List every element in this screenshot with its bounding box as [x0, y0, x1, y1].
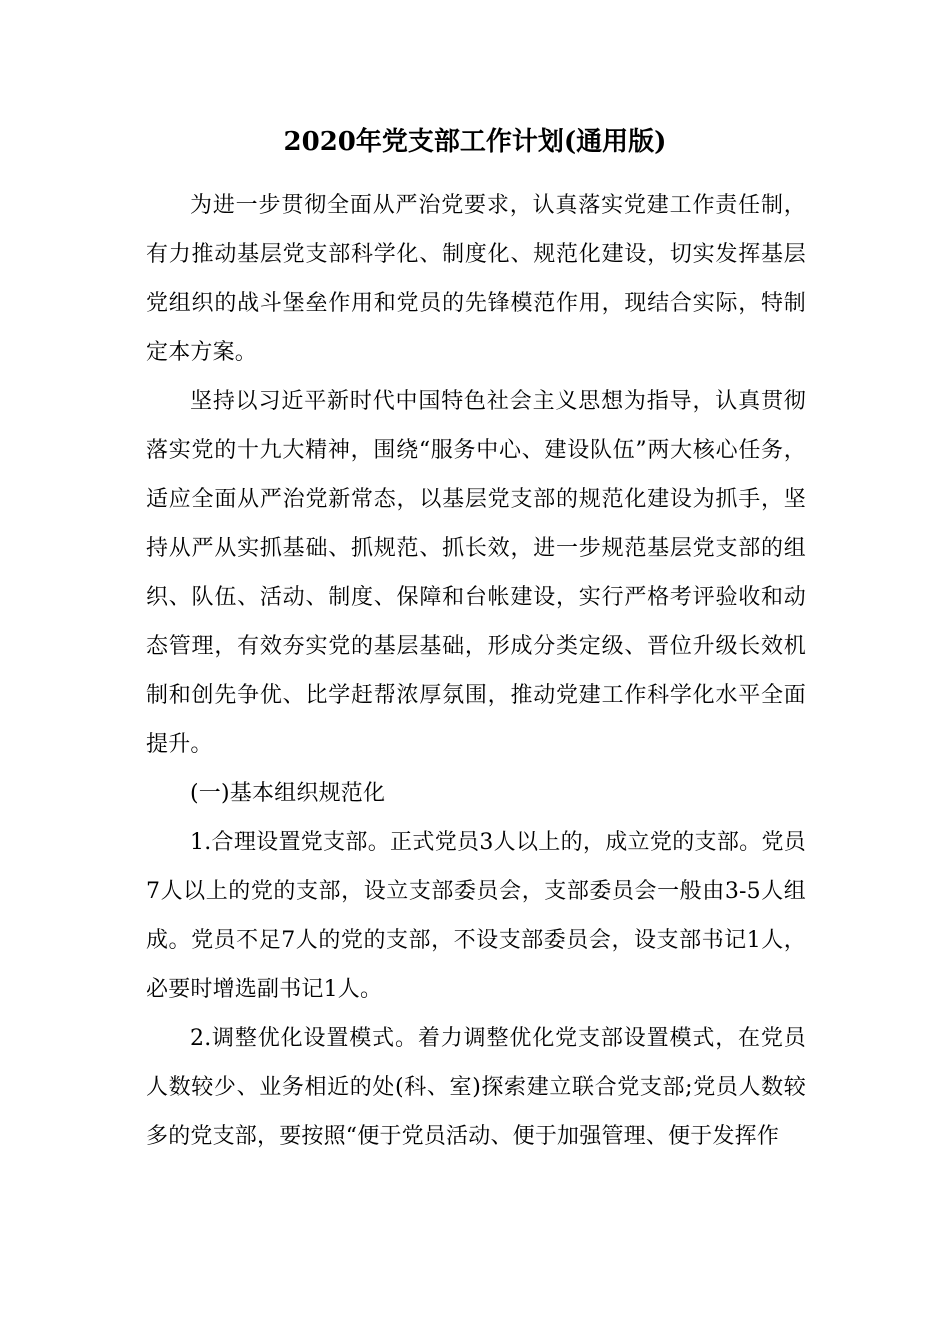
paragraph-item-1: 1.合理设置党支部。正式党员3人以上的，成立党的支部。党员7人以上的党的支部，设立支部委员会，支部委员会一般由3-5人组成。党员不足7人的党的支部，不设支部委员会，设支部书记1人，必要时增选副书记1人。 [146, 830, 806, 1002]
document-title: 2020年党支部工作计划(通用版) [283, 127, 667, 157]
paragraph-guiding-principle: 坚持以习近平新时代中国特色社会主义思想为指导，认真贯彻落实党的十九大精神，围绕“服务中心、建设队伍”两大核心任务，适应全面从严治党新常态，以基层党支部的规范化建设为抓手，坚持从严从实抓基础、抓规范、抓长效，进一步规范基层党支部的组织、队伍、活动、制度、保障和台帐建设，实行严格考评验收和动态管理，有效夯实党的基层基础，形成分类定级、晋位升级长效机制和创先争优、比学赶帮浓厚氛围，推动党建工作科学化水平全面提升。 [146, 389, 806, 757]
paragraph-intro: 为进一步贯彻全面从严治党要求，认真落实党建工作责任制，有力推动基层党支部科学化、制度化、规范化建设，切实发挥基层党组织的战斗堡垒作用和党员的先锋模范作用，现结合实际，特制定本方案。 [146, 193, 806, 365]
paragraph-item-2: 2.调整优化设置模式。着力调整优化党支部设置模式，在党员人数较少、业务相近的处(科、室)探索建立联合党支部;党员人数较多的党支部，要按照“便于党员活动、便于加强管理、便于发挥作 [146, 1026, 806, 1149]
section-heading-basic-organization: (一)基本组织规范化 [190, 781, 386, 806]
